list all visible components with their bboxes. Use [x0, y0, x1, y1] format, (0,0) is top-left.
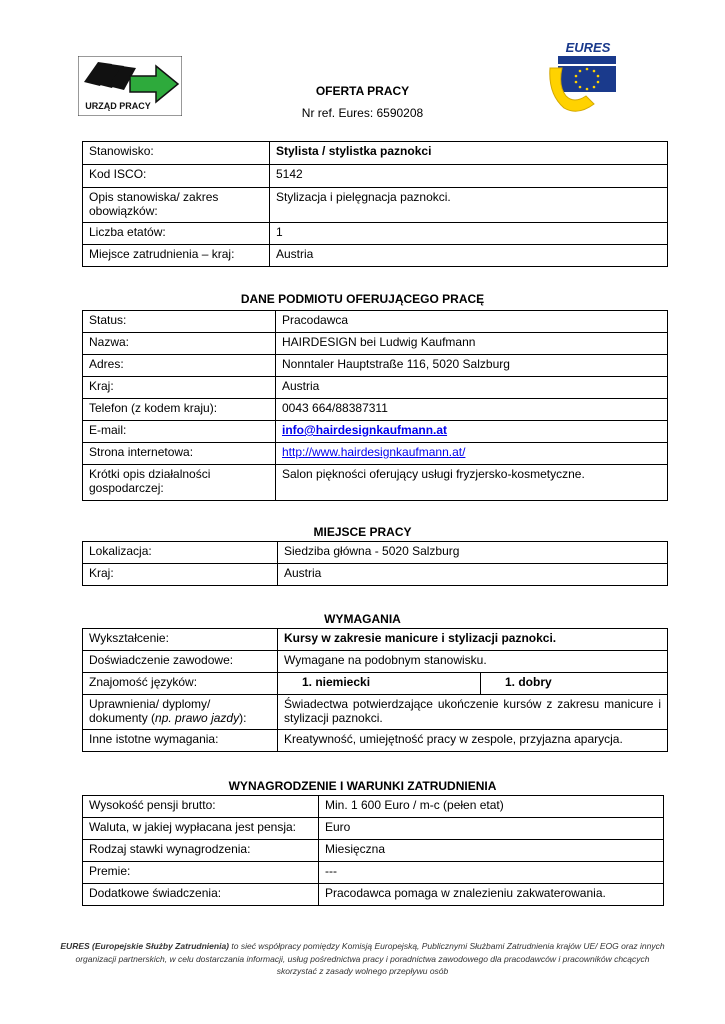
table-row — [83, 651, 668, 673]
rate-type-value: Miesięczna — [319, 840, 664, 862]
currency-value: Euro — [319, 818, 664, 840]
job-position-value: Stylista / stylistka paznokci — [270, 142, 668, 165]
location-label: Lokalizacja: — [83, 542, 278, 564]
status-value: Pracodawca — [276, 311, 668, 333]
language-name: 1. niemiecki — [278, 673, 481, 695]
workplace-country-label: Kraj: — [83, 564, 278, 586]
table-row — [83, 884, 664, 906]
page-title: OFERTA PRACY — [315, 84, 410, 98]
languages-label: Znajomość języków: — [83, 673, 278, 695]
benefits-value: Pracodawca pomaga w znalezieniu zakwaterowania. — [319, 884, 664, 906]
employer-table — [82, 310, 668, 501]
table-row — [83, 730, 668, 752]
table-row — [83, 399, 668, 421]
eures-logo — [544, 38, 620, 116]
gross-salary-label: Wysokość pensji brutto: — [83, 796, 319, 818]
business-description-label: Krótki opis działalności gospodarczej: — [83, 465, 276, 501]
work-country-value: Austria — [270, 245, 668, 267]
experience-label: Doświadczenie zawodowe: — [83, 651, 278, 673]
table-row — [83, 862, 664, 884]
isco-value: 5142 — [270, 165, 668, 188]
status-label: Status: — [83, 311, 276, 333]
experience-value: Wymagane na podobnym stanowisku. — [278, 651, 668, 673]
table-row — [83, 165, 668, 188]
isco-label: Kod ISCO: — [83, 165, 270, 188]
name-label: Nazwa: — [83, 333, 276, 355]
education-value: Kursy w zakresie manicure i stylizacji paznokci. — [278, 629, 668, 651]
table-row — [83, 311, 668, 333]
job-description-value: Stylizacja i pielęgnacja paznokci. — [270, 188, 668, 223]
other-requirements-label: Inne istotne wymagania: — [83, 730, 278, 752]
phone-value: 0043 664/88387311 — [276, 399, 668, 421]
table-row — [83, 840, 664, 862]
workplace-table — [82, 541, 668, 586]
table-row — [83, 796, 664, 818]
requirements-table — [82, 628, 668, 752]
address-label: Adres: — [83, 355, 276, 377]
employer-section-title: DANE PODMIOTU OFERUJĄCEGO PRACĘ — [240, 292, 485, 306]
requirements-section-title: WYMAGANIA — [324, 612, 401, 626]
table-row — [83, 695, 668, 730]
location-value: Siedziba główna - 5020 Salzburg — [278, 542, 668, 564]
table-row — [83, 333, 668, 355]
footer-text: to sieć współpracy pomiędzy Komisją Europejską, Publicznymi Służbami Zatrudnienia krajów UE/ EOG oraz innych organizacji partnerskich, w celu dostarczania informacji, usług pośrednictwa pracy i poradnictwa zawodowego dla pracodawców i pracowników chcących skorzystać z zasady wolnego przepływu osób — [75, 941, 665, 976]
table-row — [83, 673, 668, 695]
table-row — [83, 465, 668, 501]
positions-count-label: Liczba etatów: — [83, 223, 270, 245]
table-row — [83, 355, 668, 377]
eures-logo-text: EURES — [565, 40, 611, 55]
table-row — [83, 245, 668, 267]
table-row — [83, 564, 668, 586]
bonus-value: --- — [319, 862, 664, 884]
positions-count-value: 1 — [270, 223, 668, 245]
footer-note — [60, 940, 665, 978]
website-link[interactable]: http://www.hairdesignkaufmann.at/ — [282, 445, 466, 459]
salary-section-title: WYNAGRODZENIE I WARUNKI ZATRUDNIENIA — [228, 779, 497, 793]
business-description-value: Salon piękności oferujący usługi fryzjersko-kosmetyczne. — [276, 465, 668, 501]
table-row — [83, 142, 668, 165]
table-row — [83, 223, 668, 245]
work-country-label: Miejsce zatrudnienia – kraj: — [83, 245, 270, 267]
table-row — [83, 629, 668, 651]
footer-eures-name: EURES (Europejskie Służby Zatrudnienia) — [60, 941, 230, 951]
reference-number: Nr ref. Eures: 6590208 — [301, 106, 424, 120]
email-label: E-mail: — [83, 421, 276, 443]
workplace-section-title: MIEJSCE PRACY — [313, 525, 412, 539]
workplace-country-value: Austria — [278, 564, 668, 586]
salary-table — [82, 795, 664, 906]
bonus-label: Premie: — [83, 862, 319, 884]
currency-label: Waluta, w jakiej wypłacana jest pensja: — [83, 818, 319, 840]
email-link[interactable]: info@hairdesignkaufmann.at — [282, 423, 448, 437]
rate-type-label: Rodzaj stawki wynagrodzenia: — [83, 840, 319, 862]
benefits-label: Dodatkowe świadczenia: — [83, 884, 319, 906]
table-row — [83, 542, 668, 564]
job-position-label: Stanowisko: — [83, 142, 270, 165]
phone-label: Telefon (z kodem kraju): — [83, 399, 276, 421]
urzad-pracy-logo-text: URZĄD PRACY — [85, 101, 151, 111]
table-row — [83, 188, 668, 223]
website-label: Strona internetowa: — [83, 443, 276, 465]
job-description-label: Opis stanowiska/ zakres obowiązków: — [83, 188, 270, 223]
table-row — [83, 818, 664, 840]
table-row — [83, 377, 668, 399]
education-label: Wykształcenie: — [83, 629, 278, 651]
table-row — [83, 443, 668, 465]
language-level: 1. dobry — [481, 673, 668, 695]
country-label: Kraj: — [83, 377, 276, 399]
other-requirements-value: Kreatywność, umiejętność pracy w zespole, przyjazna aparycja. — [278, 730, 668, 752]
gross-salary-value: Min. 1 600 Euro / m-c (pełen etat) — [319, 796, 664, 818]
country-value: Austria — [276, 377, 668, 399]
name-value: HAIRDESIGN bei Ludwig Kaufmann — [276, 333, 668, 355]
licenses-label: Uprawnienia/ dyplomy/ dokumenty (np. prawo jazdy): — [83, 695, 278, 730]
licenses-value: Świadectwa potwierdzające ukończenie kursów z zakresu manicure i stylizacji paznokci. — [278, 695, 668, 730]
job-table — [82, 141, 668, 267]
address-value: Nonntaler Hauptstraße 116, 5020 Salzburg — [276, 355, 668, 377]
table-row — [83, 421, 668, 443]
